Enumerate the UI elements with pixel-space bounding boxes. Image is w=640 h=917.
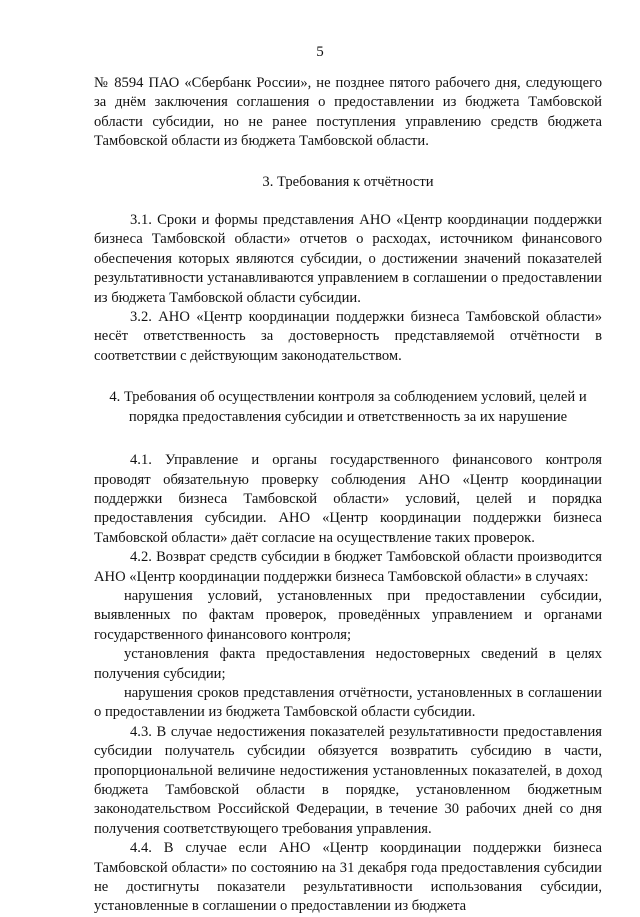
case-item-2: установления факта предоставления недостоверных сведений в целях получения субсидии; <box>94 646 602 682</box>
document-body <box>94 74 602 917</box>
paragraph-4-3: 4.3. В случае недостижения показателей результативности предоставления субсидии получатель субсидии обязуется возвратить субсидию в части, пропорциональной величине недостижения установленных показателей, в доход бюджета Тамбовской области в порядке, установленном бюджетным законодательством Российской Федерации, в течение 30 рабочих дней со дня получения соответствующего требования управления. <box>94 723 602 837</box>
page-number: 5 <box>316 44 324 60</box>
paragraph-4-4: 4.4. В случае если АНО «Центр координации поддержки бизнеса Тамбовской области» по состоянию на 31 декабря года предоставления субсидии не достигнуты показатели результативности использования субсидии, установленные в соглашении о предоставлении из бюджета <box>94 840 602 915</box>
paragraph-3-1: 3.1. Сроки и формы представления АНО «Центр координации поддержки бизнеса Тамбовской области» отчетов о расходах, источником финансового обеспечения которых являются субсидии, о достижении значений показателей результативности устанавливаются управлением в соглашении о предоставлении из бюджета Тамбовской области субсидии. <box>94 212 602 306</box>
case-item-3: нарушения сроков представления отчётности, установленных в соглашении о предоставлении из бюджета Тамбовской области субсидии. <box>94 684 602 721</box>
case-item-1: нарушения условий, установленных при предоставлении субсидии, выявленных по фактам проверок, проведённых управлением и органами государственного финансового контроля; <box>94 587 602 643</box>
section-4-title: 4. Требования об осуществлении контроля за соблюдением условий, целей и порядка предоставления субсидии и ответственность за их нарушение <box>109 389 587 425</box>
section-3-title: 3. Требования к отчётности <box>262 173 434 190</box>
paragraph-4-2: 4.2. Возврат средств субсидии в бюджет Тамбовской области производится АНО «Центр координации поддержки бизнеса Тамбовской области» в случаях: <box>94 549 602 585</box>
paragraph-4-1: 4.1. Управление и органы государственного финансового контроля проводят обязательную проверку соблюдения АНО «Центр координации поддержки бизнеса Тамбовской области» условий, целей и порядка предоставления субсидии. АНО «Центр координации поддержки бизнеса Тамбовской области» даёт согласие на осуществление таких проверок. <box>94 452 602 546</box>
paragraph-3-2: 3.2. АНО «Центр координации поддержки бизнеса Тамбовской области» несёт ответственность за достоверность представляемой отчётности в соответствии с действующим законодательством. <box>94 309 602 364</box>
intro-paragraph: № 8594 ПАО «Сбербанк России», не позднее пятого рабочего дня, следующего за днём заключения соглашения о предоставлении из бюджета Тамбовской области субсидии, но не ранее поступления управлению средств бюджета Тамбовской области из бюджета Тамбовской области. <box>94 75 602 150</box>
